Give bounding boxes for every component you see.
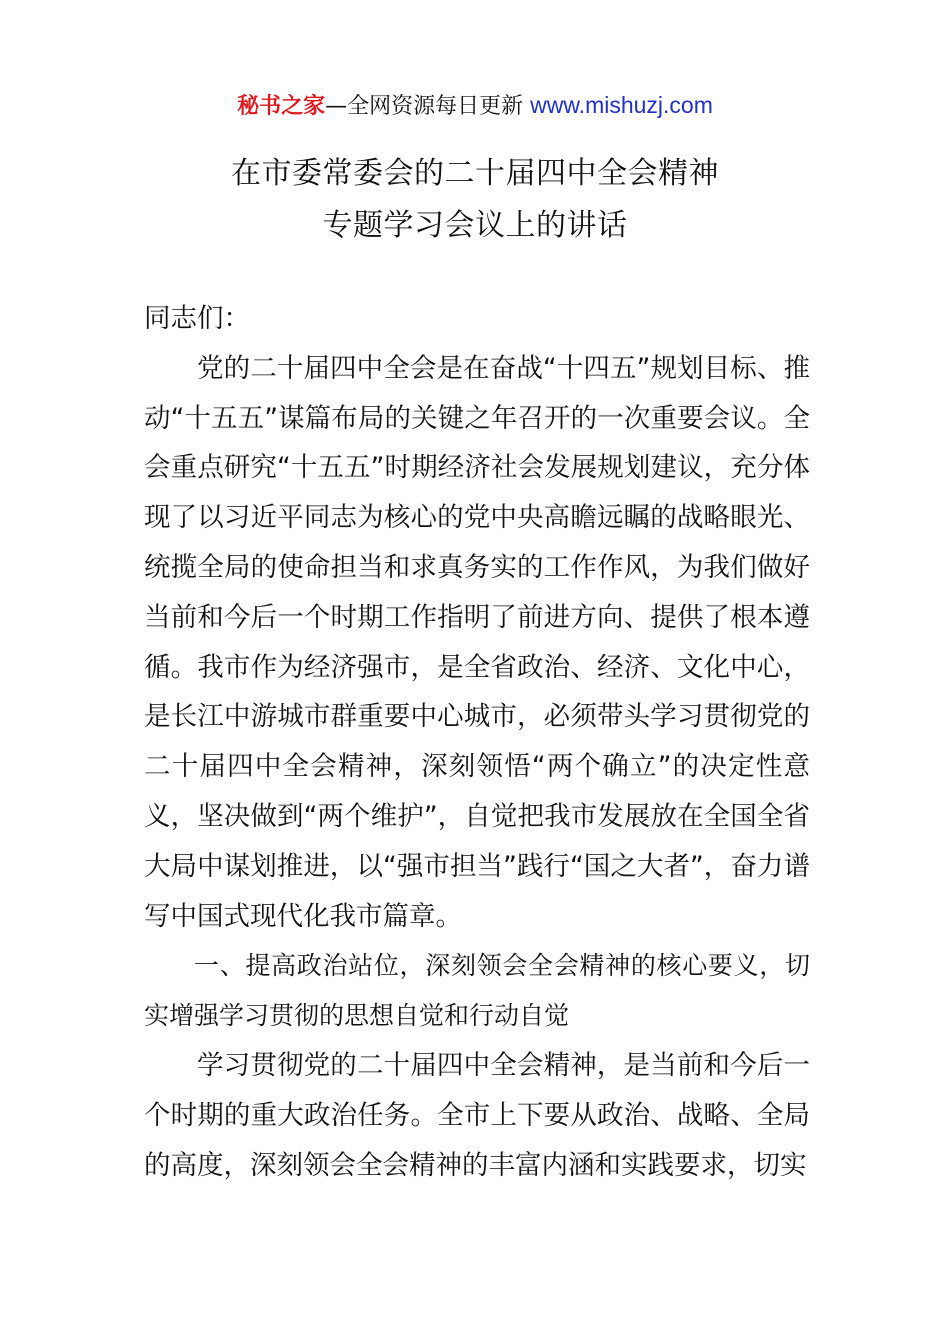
title-line-1: 在市委常委会的二十届四中全会精神 [231,156,719,191]
intro-paragraph: 党的二十届四中全会是在奋战“十四五”规划目标、推动“十五五”谋篇布局的关键之年召开的一次重要会议。全会重点研究“十五五”时期经济社会发展规划建议，充分体现了以习近平同志为核心的党中央高瞻远瞩的战略眼光、统揽全局的使命担当和求真务实的工作作风，为我们做好当前和今后一个时期工作指明了前进方向、提供了根本遵循。我市作为经济强市，是全省政治、经济、文化中心，是长江中游城市群重要中心城市，必须带头学习贯彻党的二十届四中全会精神，深刻领悟“两个确立”的决定性意义，坚决做到“两个维护”，自觉把我市发展放在全国全省大局中谋划推进，以“强市担当”践行“国之大者”，奋力谱写中国式现代化我市篇章。 [144,352,810,932]
document-body [144,294,810,1190]
section-heading-1: 一、提高政治站位，深刻领会全会精神的核心要义，切实增强学习贯彻的思想自觉和行动自觉 [144,951,810,1031]
title-line-2: 专题学习会议上的讲话 [322,208,628,243]
banner-slogan: —全网资源每日更新 [325,94,531,119]
salutation: 同志们： [144,303,250,334]
site-banner [0,88,950,124]
document-title [0,148,950,252]
brand-name: 秘书之家 [237,94,326,119]
section-paragraph-1: 学习贯彻党的二十届四中全会精神，是当前和今后一个时期的重大政治任务。全市上下要从政治、战略、全局的高度，深刻领会全会精神的丰富内涵和实践要求，切实 [144,1049,810,1181]
site-url-link[interactable]: www.mishuzj.com [530,92,713,118]
